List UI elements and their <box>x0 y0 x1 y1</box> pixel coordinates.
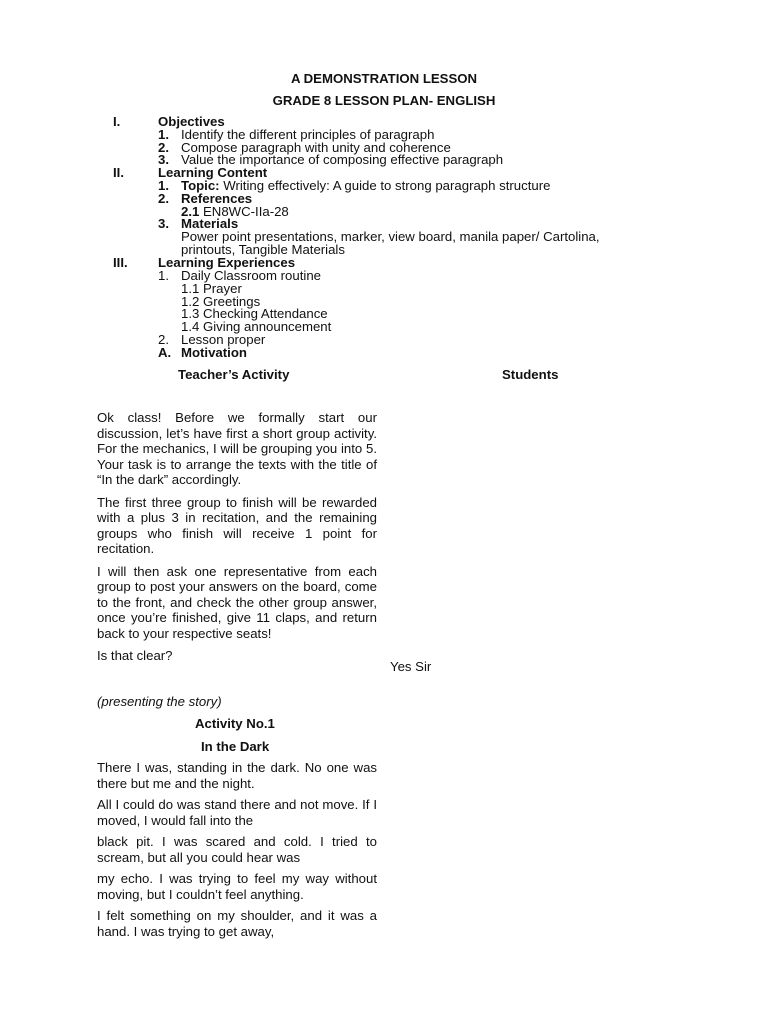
routine-item: 1.3 Checking Attendance <box>181 306 328 321</box>
routine-item: 1.2 Greetings <box>181 294 261 309</box>
routine-text: Daily Classroom routine <box>181 268 321 283</box>
objective-text: Identify the different principles of paragraph <box>181 127 435 142</box>
routine-item: 1.1 Prayer <box>181 281 242 296</box>
document-subtitle: GRADE 8 LESSON PLAN- ENGLISH <box>272 93 496 108</box>
motivation-text: Motivation <box>181 345 247 360</box>
section-3-title: Learning Experiences <box>158 255 296 270</box>
section-2-numeral: II. <box>113 165 124 180</box>
materials-label: Materials <box>181 216 239 231</box>
lesson-proper-text: Lesson proper <box>181 332 266 347</box>
story-paragraph: There I was, standing in the dark. No one was there but me and the night. <box>97 760 377 791</box>
story-paragraph: All I could do was stand there and not move. If I moved, I would fall into the <box>97 797 377 828</box>
student-reply: Yes Sir <box>390 659 432 674</box>
section-1-title: Objectives <box>158 114 225 129</box>
teacher-paragraph: Is that clear? <box>97 648 173 663</box>
section-1-numeral: I. <box>113 114 121 129</box>
teacher-instructions <box>97 410 377 664</box>
story-paragraph: my echo. I was trying to feel my way without moving, but I couldn’t feel anything. <box>97 871 377 902</box>
reference-item-number: 2.1 <box>181 204 200 219</box>
materials-text-line-1: Power point presentations, marker, view board, manila paper/ Cartolina, <box>181 229 600 244</box>
teacher-paragraph: Ok class! Before we formally start our discussion, let’s have first a short group activity. For the mechanics, I will be grouping you into 5. Your task is to arrange the texts with the title of “In the dark” accordingly. <box>97 410 377 487</box>
section-3-numeral: III. <box>113 255 128 270</box>
motivation-letter: A. <box>158 345 172 360</box>
materials-number: 3. <box>158 216 169 231</box>
teacher-paragraph: The first three group to finish will be rewarded with a plus 3 in recitation, and the remaining groups who finish will receive 1 point for recitation. <box>97 494 377 556</box>
reference-item-text: EN8WC-IIa-28 <box>203 204 289 219</box>
references-number: 2. <box>158 191 169 206</box>
objective-text: Value the importance of composing effective paragraph <box>181 152 504 167</box>
objective-number: 3. <box>158 152 169 167</box>
topic-text: Writing effectively: A guide to strong paragraph structure <box>223 178 551 193</box>
topic-number: 1. <box>158 178 169 193</box>
story-paragraph: black pit. I was scared and cold. I tried to scream, but all you could hear was <box>97 834 377 865</box>
routine-number: 1. <box>158 268 169 283</box>
teacher-paragraph: I will then ask one representative from each group to post your answers on the board, come to the front, and check the other group answer, once you’re finished, give 11 claps, and return back to your respective seats! <box>97 563 377 641</box>
objective-text: Compose paragraph with unity and coherence <box>181 140 451 155</box>
objective-number: 1. <box>158 127 169 142</box>
lesson-proper-number: 2. <box>158 332 169 347</box>
students-header: Students <box>502 367 559 382</box>
routine-item: 1.4 Giving announcement <box>181 319 332 334</box>
topic-label: Topic: <box>181 178 220 193</box>
document-title: A DEMONSTRATION LESSON <box>290 71 478 86</box>
story-text <box>97 760 377 939</box>
story-paragraph: I felt something on my shoulder, and it was a hand. I was trying to get away, <box>97 908 377 939</box>
references-label: References <box>181 191 253 206</box>
teacher-activity-header: Teacher’s Activity <box>178 367 290 382</box>
story-title: In the Dark <box>201 739 270 754</box>
activity-title: Activity No.1 <box>195 716 275 731</box>
section-2-title: Learning Content <box>158 165 268 180</box>
objective-number: 2. <box>158 140 169 155</box>
presenting-note: (presenting the story) <box>97 694 222 709</box>
materials-text-line-2: printouts, Tangible Materials <box>181 242 345 257</box>
